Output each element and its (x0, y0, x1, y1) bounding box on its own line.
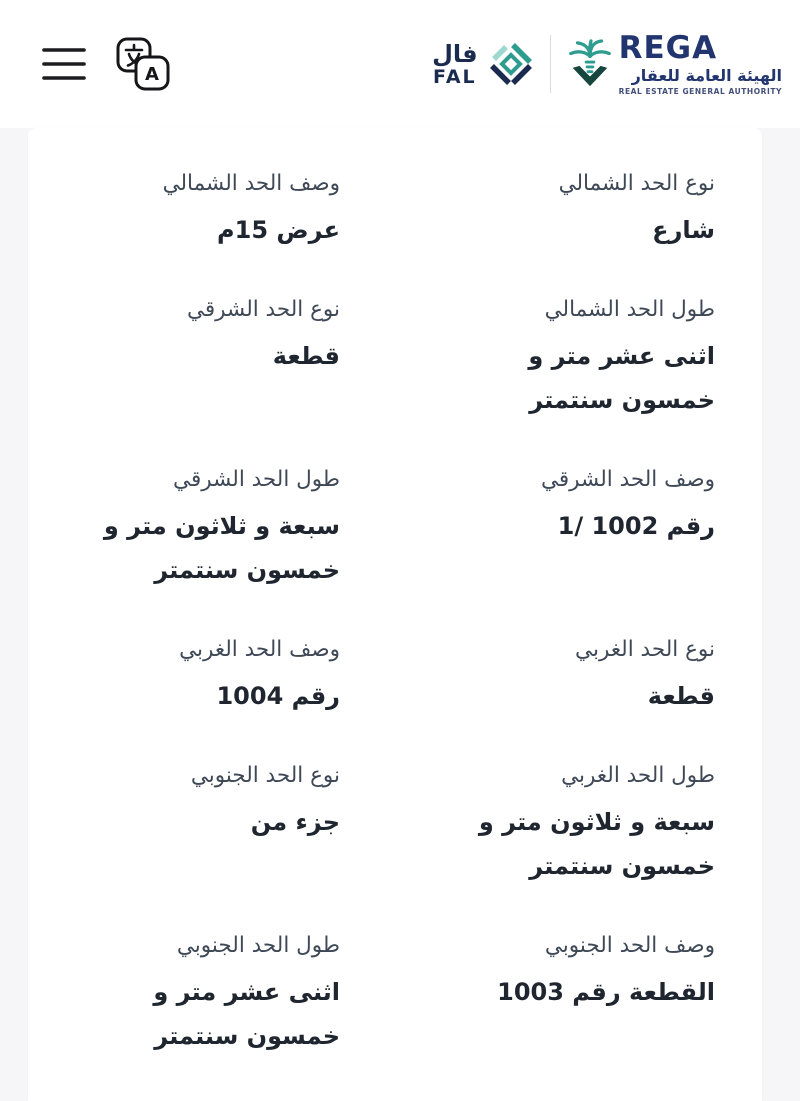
field-label: طول الحد الشرقي (173, 467, 340, 492)
field-label: طول الحد الشمالي (544, 297, 715, 322)
field-label: نوع الحد الغربي (575, 637, 715, 662)
field-label: نوع الحد الشرقي (186, 297, 340, 322)
translate-icon (116, 37, 170, 91)
field-label: وصف الحد الشمالي (162, 171, 340, 196)
field-value: القطعة رقم 1003 (497, 978, 715, 1006)
field-north-boundary-description (75, 170, 340, 252)
field-west-boundary-type (450, 636, 715, 718)
logo-divider (550, 35, 551, 93)
header-logos (432, 29, 782, 96)
field-east-boundary-type (75, 296, 340, 422)
rega-logo-arabic-name: الهيئة العامة للعقار (631, 65, 782, 85)
field-value: شارع (652, 216, 715, 244)
field-label: نوع الحد الجنوبي (190, 763, 340, 788)
field-east-boundary-description (450, 466, 715, 592)
field-label: وصف الحد الغربي (179, 637, 340, 662)
field-label: وصف الحد الشرقي (540, 467, 715, 492)
boundary-fields-grid (75, 170, 715, 1058)
fal-logo-latin: FAL (433, 65, 477, 88)
field-north-boundary-type (450, 170, 715, 252)
field-value: اثنى عشر متر و خمسون سنتمتر (528, 342, 715, 414)
field-value: قطعة (272, 342, 340, 370)
field-value: عرض 15م (217, 216, 340, 244)
field-south-boundary-description (450, 932, 715, 1058)
rega-logo-english-name: REAL ESTATE GENERAL AUTHORITY (618, 86, 782, 96)
field-label: طول الحد الجنوبي (176, 933, 340, 958)
boundary-details-card (28, 128, 762, 1101)
rega-logo (566, 29, 782, 96)
field-value: رقم 1002 /1 (557, 512, 715, 540)
field-west-boundary-description (75, 636, 340, 718)
field-value: اثنى عشر متر و خمسون سنتمتر (153, 978, 340, 1050)
fal-diamond-icon (487, 40, 535, 88)
svg-text:A: A (145, 64, 159, 85)
rega-logo-name: REGA (618, 29, 718, 66)
field-value: رقم 1004 (216, 682, 340, 710)
fal-logo-arabic: فال (432, 39, 478, 68)
field-value: سبعة و ثلاثون متر و خمسون سنتمتر (103, 512, 340, 584)
field-west-boundary-length (450, 762, 715, 888)
field-value: سبعة و ثلاثون متر و خمسون سنتمتر (478, 808, 715, 880)
header (0, 0, 800, 128)
field-south-boundary-type (75, 762, 340, 888)
field-value: قطعة (647, 682, 715, 710)
hamburger-menu-button[interactable] (42, 47, 86, 81)
rega-palm-icon (566, 37, 614, 91)
field-label: طول الحد الغربي (561, 763, 715, 788)
translate-button[interactable] (116, 37, 170, 91)
hamburger-menu-icon (42, 47, 86, 81)
field-east-boundary-length (75, 466, 340, 592)
field-label: وصف الحد الجنوبي (544, 933, 715, 958)
fal-logo (432, 40, 535, 88)
field-label: نوع الحد الشمالي (558, 171, 715, 196)
field-north-boundary-length (450, 296, 715, 422)
page-background (0, 128, 800, 1101)
field-value: جزء من (250, 808, 340, 836)
field-south-boundary-length (75, 932, 340, 1058)
